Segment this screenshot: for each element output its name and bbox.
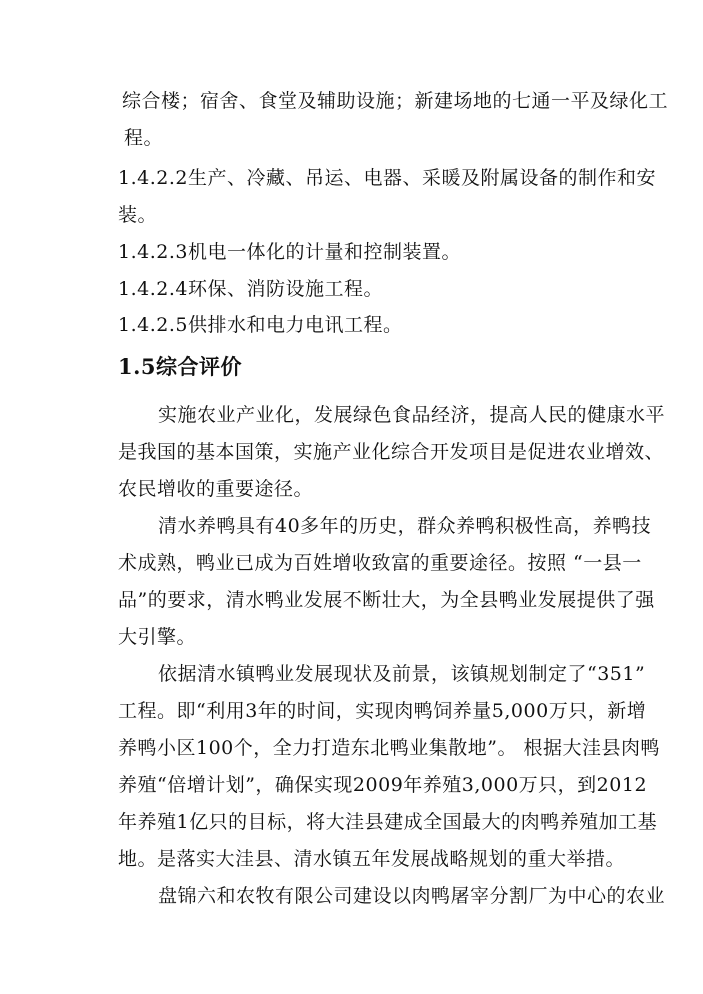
list-item-1-line-2: 程。 — [124, 127, 164, 149]
paragraph-2-line-3: 品”的要求，清水鸭业发展不断壮大，为全县鸭业发展提供了强 — [118, 589, 655, 611]
paragraph-3-line-3: 养鸭小区100个，全力打造东北鸭业集散地”。 根据大洼县肉鸭 — [118, 737, 661, 759]
paragraph-3-line-4: 养殖“倍增计划”，确保实现2009年养殖3,000万只，到2012 — [118, 774, 648, 796]
paragraph-2-line-4: 大引擎。 — [118, 626, 197, 648]
list-item-3: 1.4.2.3机电一体化的计量和控制装置。 — [118, 241, 461, 263]
paragraph-2-line-1: 清水养鸭具有40多年的历史，群众养鸭积极性高，养鸭技 — [158, 515, 652, 537]
list-item-1-line-1: 综合楼；宿舍、食堂及辅助设施；新建场地的七通一平及绿化工 — [122, 90, 669, 112]
paragraph-1-line-1: 实施农业产业化，发展绿色食品经济，提高人民的健康水平 — [158, 404, 666, 426]
section-heading: 1.5综合评价 — [118, 354, 243, 379]
list-item-4: 1.4.2.4环保、消防设施工程。 — [118, 278, 383, 300]
paragraph-3-line-5: 年养殖1亿只的目标，将大洼县建成全国最大的肉鸭养殖加工基 — [118, 811, 658, 833]
list-item-2-line-2: 装。 — [118, 204, 158, 226]
paragraph-3-line-2: 工程。即“利用3年的时间，实现肉鸭饲养量5,000万只，新增 — [118, 700, 647, 722]
paragraph-4-line-1: 盘锦六和农牧有限公司建设以肉鸭屠宰分割厂为中心的农业 — [158, 885, 666, 907]
list-item-2-line-1: 1.4.2.2生产、冷藏、吊运、电器、采暖及附属设备的制作和安 — [118, 167, 656, 189]
paragraph-3-line-1: 依据清水镇鸭业发展现状及前景，该镇规划制定了“351” — [158, 663, 646, 685]
list-item-5: 1.4.2.5供排水和电力电讯工程。 — [118, 314, 403, 336]
paragraph-1-line-2: 是我国的基本国策，实施产业化综合开发项目是促进农业增效、 — [118, 441, 665, 463]
paragraph-1-line-3: 农民增收的重要途径。 — [118, 478, 314, 500]
paragraph-2-line-2: 术成熟，鸭业已成为百姓增收致富的重要途径。按照 “一县一 — [118, 552, 642, 574]
paragraph-3-line-6: 地。是落实大洼县、清水镇五年发展战略规划的重大举措。 — [118, 848, 626, 870]
